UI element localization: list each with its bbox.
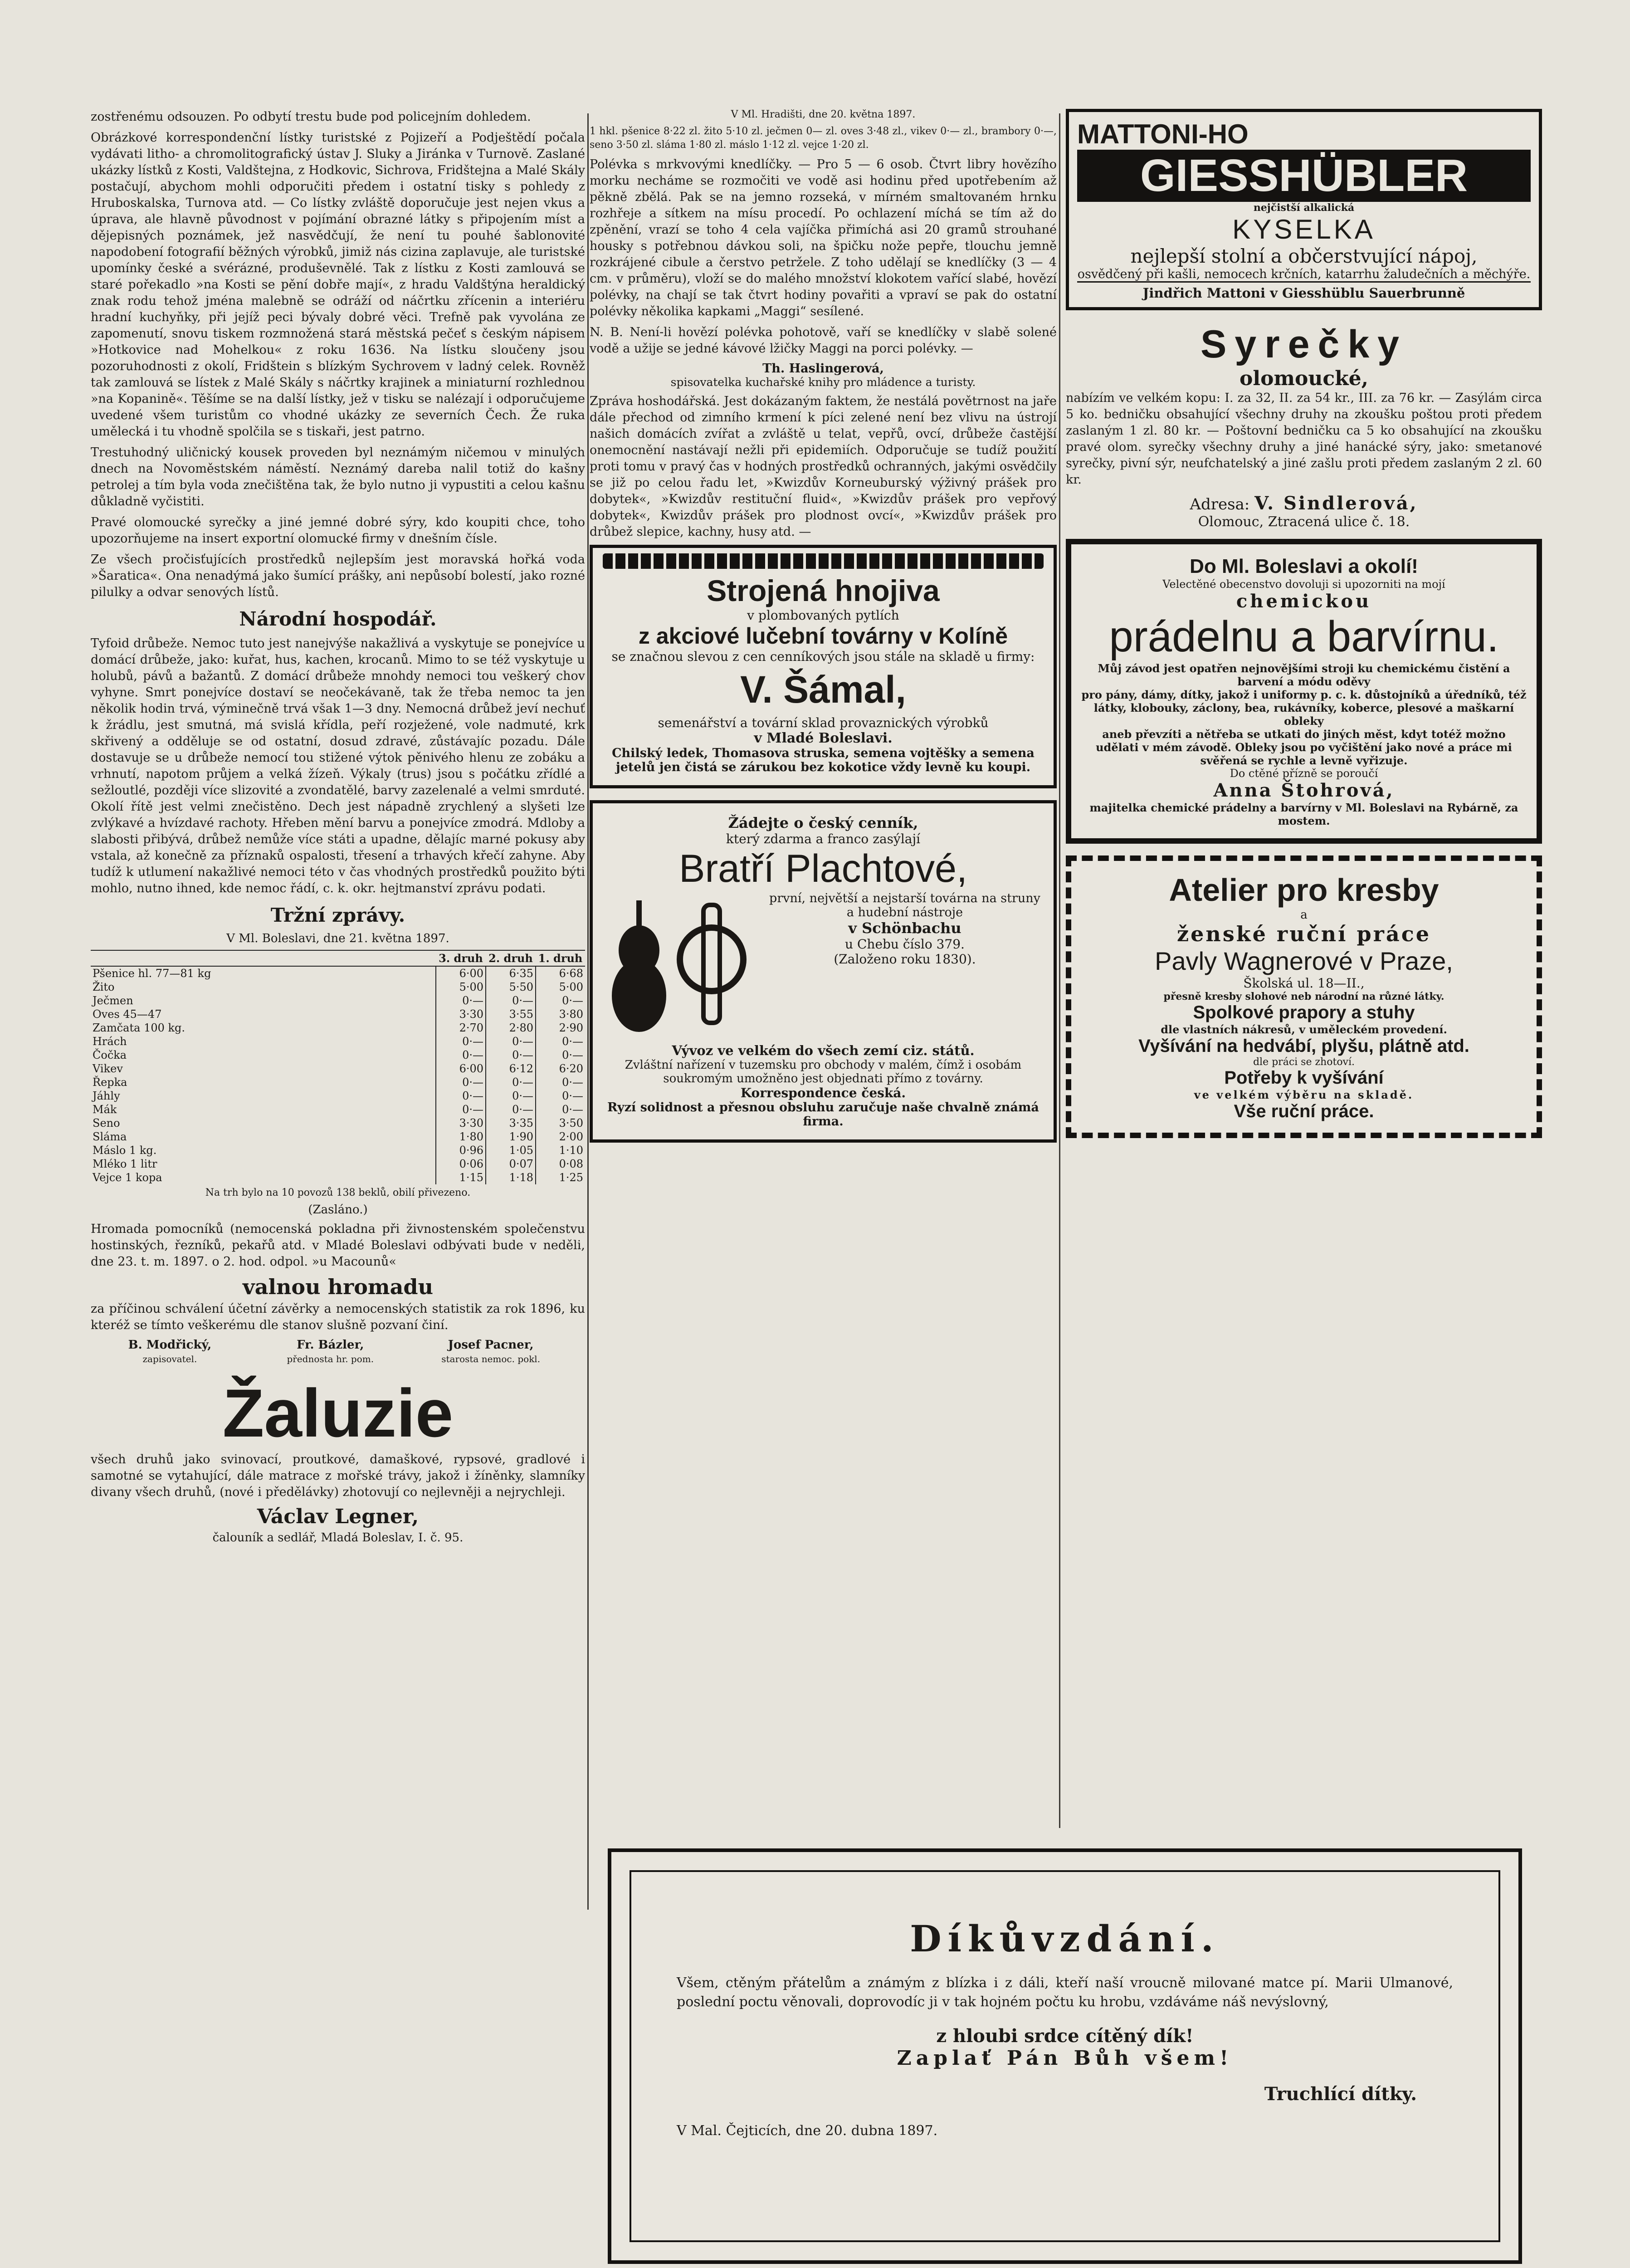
signature (412, 1338, 570, 1365)
ad-atelier-line: přesně kresby slohové neb národní na různé látky. (1163, 991, 1445, 1002)
market-price: 0·— (486, 1048, 536, 1062)
ad-syrecky-address-line: Olomouc, Ztracená ulice č. 18. (1198, 514, 1410, 530)
market-price: 3·35 (486, 1116, 536, 1130)
ad-pradelna-owner: Anna Štohrová, (1213, 780, 1395, 801)
market-price: 0·08 (536, 1157, 585, 1171)
market-price: 3·30 (436, 1116, 486, 1130)
article-postcards: Obrázkové korrespondenční lístky turistské z Pojizeří a Podještědí počala vydávati litho- a chromolitografický ústav J. Sluky a Jiránka v Turnově. Zaslané ukázky lístků z Kosti, Valdštejna, z Hodkovic, Sichrova, Fridštejna a Malé Skály postačují, abychom mohli odporučiti předem i ostatní tisky s pohledy z Hruboskalska, Turnova atd. — Co lístky zvláště doporučuje jest nejen vkus a úprava, ale hlavně původnost v pojímání obrazné látky s připojením míst a dějepisných poznámek, jež nasvědčují, že není tu pouhé šablonovité napodobení fotografií běžných výrobků, jimiž nás cizina zaplavuje, ale turistské upomínky české a svérázné, produševnělé. Tak z lístku z Kosti zamlouvá se staré pořekadlo »na Kosti se pění dobře mají«, z hradu Valdštýna heraldický znak rodu tehož jména malebně se odráží od náčrtku zřícenin a interiéru hradní kuchyňky, při jejíž peci bývaly dobré věci. Trefně pak vyvolána ze zapomenutí, snovu tiskem rozmnožená stará městská pečeť s českým nápisem »Hotkovice nad Mohelkou« z roku 1636. Na lístku sloučeny jsou pozoruhodnosti z okolí, Fridštein s blízkým Sychrovem v ladný celek. Rovněž tak zamlouvá se lístek z Malé Skály s náčrtky krajinek a miniaturní rozhlednou »na Kopanině«. Těšíme se na další lístky, jež v tisku se nalézají i odporučujeme uvedené všem turistům co vhodné ukázky ze severních Čech. Že ruka umělecká i tu vhodně spolčila se s tiskaři, jest patrno. (91, 131, 585, 439)
table-row (91, 966, 585, 980)
ad-plachta-line: Zvláštní nařízení v tuzemsku pro obchody v malém, čímž i osobám soukromým umožněno jest objednati přímo z továrny. (625, 1058, 1022, 1085)
market-price: 1·18 (486, 1171, 536, 1184)
ad-fertilizer-factory: z akciové lučební továrny v Kolíně (638, 623, 1008, 649)
ad-fertilizer-town: v Mladé Boleslavi. (754, 730, 893, 746)
market-price: 0·— (436, 994, 486, 1007)
market-price: 1·05 (486, 1144, 536, 1157)
ad-pradelna (1066, 539, 1542, 844)
market-item: Žito (93, 981, 115, 993)
ad-fertilizer-line: se značnou slevou z cen cenníkových jsou stále na skladě u firmy: (611, 649, 1035, 664)
ad-syrecky-text: nabízím ve velkém kopu: I. za 32, II. za 54 kr., III. za 76 kr. — Zasýlám circa 5 ko. bedničku obsahující všechny druhy na zkoušku poštou proti předem zaslaným 1 zl. 80 kr. — Poštovní bedničku ca 5 ko obsahující na zkoušku pravé olom. syrečky všechny druhy a jiné hanácké sýry, jako: smetanové syrečky, pivní sýr, neufchatelský a jiné zašlu proti předem zaslaným 2 zl. 60 kr. (1066, 391, 1542, 487)
signature-name: Fr. Bázler, (297, 1338, 364, 1352)
market-item: Mák (93, 1103, 117, 1116)
market-price: 2·90 (536, 1021, 585, 1035)
notice-thanks-signature: Truchlící dítky. (1264, 2083, 1417, 2105)
ad-mattoni-brand-text: GIESSHÜBLER (1140, 150, 1468, 201)
ad-zaluzie-title: Žaluzie (222, 1375, 454, 1451)
ad-zaluzie-text: všech druhů jako svinovací, proutkové, damaškové, rypsové, gradlové i samotné se vytahující, dále matrace z mořské trávy, jakož i žíněnky, slamníky divany všech druhů, (nové i předělávky) zhotovují co nejlevněji a nejrychleji. (91, 1452, 585, 1499)
ad-atelier-name: Pavly Wagnerové v Praze, (1155, 947, 1453, 975)
ad-atelier-line: Potřeby k vyšívání (1224, 1068, 1384, 1088)
ad-mattoni-line: nejčistší alkalická (1253, 202, 1355, 214)
market-price: 2·80 (486, 1021, 536, 1035)
ad-syrecky-address-name: V. Sindlerová, (1254, 493, 1418, 514)
market-item: Zamčata 100 kg. (93, 1022, 185, 1034)
ad-atelier (1066, 855, 1542, 1138)
market-price: 1·80 (436, 1130, 486, 1144)
notice-thanks-frame (630, 1870, 1500, 2242)
market-price: 0·— (486, 1075, 536, 1089)
table-row (91, 1089, 585, 1103)
ad-atelier-line: ve velkém výběru na skladě. (1194, 1088, 1414, 1101)
article-fountain: Trestuhodný uličnický kousek proveden byl neznámým ničemou v minulých dnech na Novoměstském náměstí. Neznámý dareba nalil totiž do kašny petrolej a tím byla voda znečištěna tak, že bylo nutno ji vypustiti a celou kašnu důkladně vyčistiti. (91, 445, 585, 508)
market-price: 6·35 (486, 966, 536, 980)
signature-role: starosta nemoc. pokl. (441, 1354, 541, 1364)
market-item: Oves 45—47 (93, 1008, 162, 1021)
market-price: 0·— (436, 1035, 486, 1048)
ad-fertilizer-firm: V. Šámal, (740, 668, 906, 711)
signature (91, 1338, 249, 1365)
table-row (91, 1062, 585, 1075)
ad-plachta-town: v Schönbachu (848, 919, 961, 937)
market-price: 0·— (486, 994, 536, 1007)
market-table-header (91, 950, 585, 966)
market-price: 6·12 (486, 1062, 536, 1075)
ad-plachta-line: který zdarma a franco zasýlají (726, 831, 921, 846)
ad-atelier-line: Školská ul. 18—II., (1243, 976, 1365, 991)
ad-plachta (590, 800, 1057, 1143)
notice-thanks-line: z hloubi srdce cítěný dík! (936, 2025, 1194, 2047)
ad-atelier-line: dle práci se zhotoví. (1253, 1056, 1355, 1068)
market-price-table (91, 950, 585, 1184)
market-price: 3·50 (536, 1116, 585, 1130)
market-price: 0·— (536, 1035, 585, 1048)
market-item: Hrách (93, 1035, 127, 1048)
notice-thanks-line: Zaplať Pán Bůh všem! (897, 2047, 1233, 2070)
price-dateline: V Ml. Hradišti, dne 20. května 1897. (731, 109, 916, 120)
market-item: Řepka (93, 1076, 127, 1089)
signature-role: přednosta hr. pom. (287, 1354, 374, 1364)
market-price: 5·00 (536, 980, 585, 994)
market-item: Vikev (93, 1062, 123, 1075)
ornamental-border (603, 553, 1044, 569)
ad-mattoni (1066, 109, 1542, 310)
ad-plachta-title: Bratří Plachtové, (679, 847, 967, 890)
signature-name: Josef Pacner, (448, 1338, 534, 1352)
table-row (91, 1075, 585, 1089)
market-column-header: 1. druh (536, 950, 585, 966)
market-price: 1·10 (536, 1144, 585, 1157)
ad-plachta-line: u Chebu číslo 379. (845, 937, 965, 952)
zaslano-label: (Zasláno.) (308, 1203, 368, 1217)
violin-icon (603, 891, 766, 1043)
signatures (91, 1338, 585, 1365)
ad-fertilizer-title: Strojená hnojiva (707, 574, 940, 607)
signature-name: B. Modřický, (128, 1338, 212, 1352)
market-item: Sláma (93, 1130, 127, 1143)
market-price: 0·— (436, 1048, 486, 1062)
market-price: 6·68 (536, 966, 585, 980)
ad-plachta-line: Žádejte o český cenník, (728, 814, 918, 831)
market-price: 6·00 (436, 966, 486, 980)
ad-plachta-line: první, největší a nejstarší továrna na struny a hudební nástroje (769, 891, 1040, 919)
market-item: Ječmen (93, 994, 133, 1007)
market-price: 0·— (436, 1089, 486, 1103)
signature-role: zapisovatel. (142, 1354, 197, 1364)
market-price: 0·— (536, 1089, 585, 1103)
table-row (91, 1144, 585, 1157)
market-item: Seno (93, 1117, 120, 1129)
notice-thanks-title: Díkůvzdání. (910, 1917, 1220, 1960)
market-price: 0·— (536, 1048, 585, 1062)
ad-pradelna-line: chemickou (1236, 591, 1372, 612)
market-column-header: 3. druh (436, 950, 486, 966)
recipe-author: Th. Haslingerová, (762, 362, 884, 376)
ad-fertilizer-line: v plombovaných pytlích (747, 608, 899, 623)
ad-syrecky (1066, 322, 1542, 530)
price-list: 1 hkl. pšenice 8·22 zl. žito 5·10 zl. ječmen 0— zl. oves 3·48 zl., vikev 0·— zl., brambory 0·—, seno 3·50 zl. sláma 1·80 zl. máslo 1·12 zl. vejce 1·20 zl. (590, 126, 1057, 151)
ad-mattoni-line: Jindřich Mattoni v Giesshüblu Sauerbrunně (1077, 281, 1531, 301)
market-price: 0·96 (436, 1144, 486, 1157)
table-row (91, 1157, 585, 1171)
market-price: 1·15 (436, 1171, 486, 1184)
ad-mattoni-line: MATTONI-HO (1077, 119, 1249, 149)
market-price: 0·— (436, 1075, 486, 1089)
signature (251, 1338, 410, 1365)
table-row (91, 1103, 585, 1116)
market-column-header (91, 950, 436, 966)
ad-zaluzie-address: čalouník a sedlář, Mladá Boleslav, I. č. 95. (212, 1531, 464, 1545)
market-price: 1·90 (486, 1130, 536, 1144)
ad-atelier-line: ženské ruční práce (1177, 922, 1431, 946)
market-item: Vejce 1 kopa (93, 1171, 162, 1184)
ad-atelier-line: Vše ruční práce. (1234, 1101, 1374, 1121)
market-price: 5·00 (436, 980, 486, 994)
table-row (91, 1035, 585, 1048)
ad-syrecky-address-label: Adresa: (1190, 495, 1250, 513)
market-price: 6·00 (436, 1062, 486, 1075)
market-price: 0·— (536, 1103, 585, 1116)
market-price: 0·06 (436, 1157, 486, 1171)
market-price: 0·07 (486, 1157, 536, 1171)
ad-atelier-line: dle vlastních nákresů, v uměleckém provedení. (1161, 1023, 1447, 1036)
notice-thanks-date: V Mal. Čejticích, dne 20. dubna 1897. (677, 2123, 938, 2139)
notice-thanks-body: Všem, ctěným přátelům a známým z blízka i z dáli, kteří naší vroucně milované matce pí. Marii Ulmanové, poslední poctu věnovali, doprovodíc ji v tak hojném počtu ku hrobu, vzdáváme náš nevýslovný, (677, 1975, 1453, 2010)
market-price: 2·00 (536, 1130, 585, 1144)
market-item: Mléko 1 litr (93, 1158, 157, 1170)
market-column-header: 2. druh (486, 950, 536, 966)
ad-pradelna-line: pro pány, dámy, dítky, jakož i uniformy p. c. k. důstojníků a úředníků, též látky, klobouky, záclony, bea, rukávníky, koberce, plesové a maškarní obleky (1081, 688, 1527, 728)
ad-pradelna-line: aneb převzíti a nětřeba se utkati do jiných měst, kdyt totéž možno udělati v mém závodě. Obleky jsou po vyčištění jako nové a práce mi svěřená se rychle a levně vyřizuje. (1096, 728, 1512, 767)
table-row (91, 1048, 585, 1062)
article-end: zostřenému odsouzen. Po odbytí trestu bude pod policejním dohledem. (91, 110, 531, 124)
ad-pradelna-line: Velectěné obecenstvo dovoluji si upozorniti na mojí (1162, 578, 1445, 591)
notice-meeting-purpose: za příčinou schválení účetní závěrky a nemocenských statistik za rok 1896, ku kteréž se tímto veškerému dle stanov slušně pozvaní činí. (91, 1302, 585, 1332)
ad-pradelna-title: Do Ml. Boleslavi a okolí! (1190, 555, 1418, 577)
ad-plachta-line: Ryzí solidnost a přesnou obsluhu zaručuje naše chvalně známá firma. (607, 1100, 1039, 1129)
market-price: 0·— (486, 1035, 536, 1048)
ad-plachta-line: Vývoz ve velkém do všech zemí ciz. států. (672, 1043, 975, 1058)
table-row (91, 1130, 585, 1144)
ad-plachta-line: (Založeno roku 1830). (834, 952, 976, 967)
ad-syrecky-subtitle: olomoucké, (1240, 367, 1368, 390)
ad-atelier-line: Spolkové prapory a stuhy (1193, 1002, 1415, 1022)
market-price: 0·— (436, 1103, 486, 1116)
market-price: 5·50 (486, 980, 536, 994)
market-price: 1·25 (536, 1171, 585, 1184)
ad-syrecky-title: Syrečky (1201, 323, 1407, 366)
market-footnote: Na trh bylo na 10 povozů 138 beklů, obilí přivezeno. (205, 1187, 471, 1198)
article-typhoid: Tyfoid drůbeže. Nemoc tuto jest nanejvýše nakažlivá a vyskytuje se ponejvíce u domácí drůbeže, jako: kuřat, hus, kachen, krocanů. Mimo to se též vyskytuje u holubů, pávů a bažantů. Z domácí drůbeže mnohdy nemoci tou veškerý chov vyhyne. Smrt ponejvíce dostaví se neočekávaně, tak že třeba nemoc ta jen několik hodin trvá, výminečně trvá však 1—3 dny. Nemocná drůbež jeví nechuť k žrádlu, jest smutná, má svislá křídla, peří rozježené, vole nadmuté, krk skřivený a odděluje se od ostatní, dosud zdravé, zůstávajíc pozadu. Dále dostavuje se u drůbeže nemocí tou stižené výtok pěnivého hlenu ze zobáku a vrhnutí, napotom průjem a velká žízeň. Výkaly (trus) jsou s počátku zřídlé a sežloutlé, později více slizovité a zvondatělé, barvy zazelenalé a velmi smrduté. Okolí řítě jest velmi znečistěno. Dech jest nápadně zrychlený a slyšeti lze zvlýkavé a hvízdavé rachoty. Hřeben mění barvu a ponejvíce zmodrá. Mdloby a slabosti přibývá, drůbež nemůže více státi a upadne, dělajíc marné pokusy aby vstala, až konečně za příznaků ospalosti, třesení a trhavých křečí zahyne. Aby tudíž k utlumení nakažlivé nemoci této v čas vhodných prostředků použito býti mohlo, nutno ihned, kde nemoc řádí, c. k. okr. hejtmanství zprávu podati. (91, 636, 585, 895)
column-rule (587, 113, 589, 1910)
market-price: 3·30 (436, 1007, 486, 1021)
market-price: 3·80 (536, 1007, 585, 1021)
article-cheese: Pravé olomoucké syrečky a jiné jemné dobré sýry, kdo koupiti chce, toho upozorňujeme na insert exportní olomucké firmy v dnešním čísle. (91, 515, 585, 546)
market-price: 2·70 (436, 1021, 486, 1035)
notice-thanks (608, 1848, 1522, 2264)
ad-pradelna-line: majitelka chemické prádelny a barvírny v Ml. Boleslavi na Rybárně, za mostem. (1089, 801, 1518, 827)
market-item: Máslo 1 kg. (93, 1144, 157, 1157)
meeting-heading: valnou hromadu (242, 1275, 434, 1299)
market-price: 0·— (536, 1075, 585, 1089)
ad-pradelna-headline: prádelnu a barvírnu. (1109, 612, 1499, 661)
market-price: 0·— (486, 1103, 536, 1116)
ad-pradelna-line: Můj závod jest opatřen nejnovějšími stroji ku chemickému čistění a barvení a módu oděvy (1098, 662, 1510, 688)
notice-meeting: Hromada pomocníků (nemocenská pokladna při živnostenském společenstvu hostinských, řezníků, pekařů atd. v Mladé Boleslavi odbývati bude v neděli, dne 23. t. m. 1897. o 2. hod. odpol. »u Macounů« (91, 1222, 585, 1269)
ad-plachta-line: Korrespondence česká. (740, 1085, 906, 1100)
article-water: Ze všech pročisťujících prostředků nejlepším jest moravská hořká voda »Šaratica«. Ona nenadýmá jako šumící prášky, ani nepůsobí bolestí, jako rozné pilulky a odvar senových lístů. (91, 552, 585, 599)
column-rule (1059, 113, 1060, 1828)
section-heading-market: Tržní zprávy. (270, 904, 405, 926)
ad-mattoni-brand (1077, 150, 1531, 202)
ad-fertilizer-line: semenářství a tovární sklad provaznických výrobků (658, 715, 989, 730)
ad-fertilizer-offer: Chilský ledek, Thomasova struska, semena vojtěšky a semena jetelů jen čistá se zárukou bez kokotice vždy levně ku koupi. (612, 746, 1035, 774)
ad-mattoni-line: osvědčený při kašli, nemocech krčních, katarrhu žaludečních a měchýře. (1077, 267, 1531, 281)
recipe-author-role: spisovatelka kuchařské knihy pro mládence a turisty. (670, 376, 976, 389)
ad-fertilizer (590, 545, 1057, 788)
table-row (91, 1171, 585, 1184)
table-row (91, 994, 585, 1007)
market-item: Pšenice hl. 77—81 kg (93, 967, 211, 980)
recipe-soup: Polévka s mrkvovými knedlíčky. — Pro 5 — 6 osob. Čtvrt libry hovězího morku necháme se rozmočiti ve vodě asi hodinu před upotřebením až pěkně zbělá. Pak se na jemno rozseká, v mírném smaltovaném hrnku rozhřeje a sítkem na mísu procedí. Po ochlazení míchá se tím až do zpěnění, vrazí se toho 4 cela vajíčka přimíchá asi 20 gramů strouhané housky s potřebnou dávkou soli, na špičku nože pepře, tlouchu jemně rozkrájené cibule a čerstvo petržele. Z toho udělají se knedlíčky (3 — 4 cm. v průměru), vloží se do malého množství klokotem vařící slabé, hovězí polévky, na chají se tak čtvrt hodiny povařiti a vpraví se pak do ostatní polévky několika kapkami „Maggi“ sesílené. (590, 157, 1057, 318)
ad-mattoni-line: nejlepší stolní a občerstvující nápoj, (1130, 245, 1478, 267)
market-price: 6·20 (536, 1062, 585, 1075)
table-row (91, 1007, 585, 1021)
table-row (91, 980, 585, 994)
market-item: Jáhly (93, 1090, 120, 1102)
ad-pradelna-line: Do ctěné přízně se poroučí (1230, 767, 1378, 780)
column-left (91, 109, 585, 2268)
market-dateline: V Ml. Boleslavi, dne 21. května 1897. (226, 932, 449, 945)
market-price: 0·— (536, 994, 585, 1007)
market-item: Čočka (93, 1049, 127, 1061)
market-price: 0·— (486, 1089, 536, 1103)
column-right (1066, 109, 1542, 1914)
article-farm: Zpráva hoshodářská. Jest dokázaným faktem, že nestálá povětrnost na jaře dále přechod od zimního krmení k píci zelené není bez vlivu na ústrojí našich domácích zvířat a zvláště u telat, vepřů, ovcí, drůbeže častější onemocnění nastávají nežli při epidemiích. Odporučuje se tudíž použití proti tomu v pravý čas v hodných prostředků ochranných, jakými osvědčily se již po celou řadu let, »Kwizdův Korneuburský výživný prášek pro dobytek«, »Kwizdův restituční fluid«, »Kwizdův prášek pro vepřový dobytek«, Kwizdův prášek pro plodnost ovcí«, »Kwizdův prášek pro drůbež slepice, kachny, husy atd. — (590, 394, 1057, 539)
ad-atelier-line: a (1300, 908, 1308, 922)
ad-atelier-line: Vyšívání na hedvábí, plyšu, plátně atd. (1138, 1036, 1469, 1056)
ad-zaluzie-name: Václav Legner, (257, 1505, 419, 1528)
section-heading-economy: Národní hospodář. (239, 608, 437, 630)
ad-atelier-title: Atelier pro kresby (1169, 872, 1439, 908)
recipe-note: N. B. Není-li hovězí polévka pohotově, vaří se knedlíčky v slabě solené vodě a užije se jedné kávové lžičky Maggi na porci polévky. — (590, 325, 1057, 356)
table-row (91, 1021, 585, 1035)
market-price: 3·55 (486, 1007, 536, 1021)
ad-mattoni-kyselka: KYSELKA (1232, 214, 1376, 244)
column-middle (590, 109, 1057, 1288)
table-row (91, 1116, 585, 1130)
